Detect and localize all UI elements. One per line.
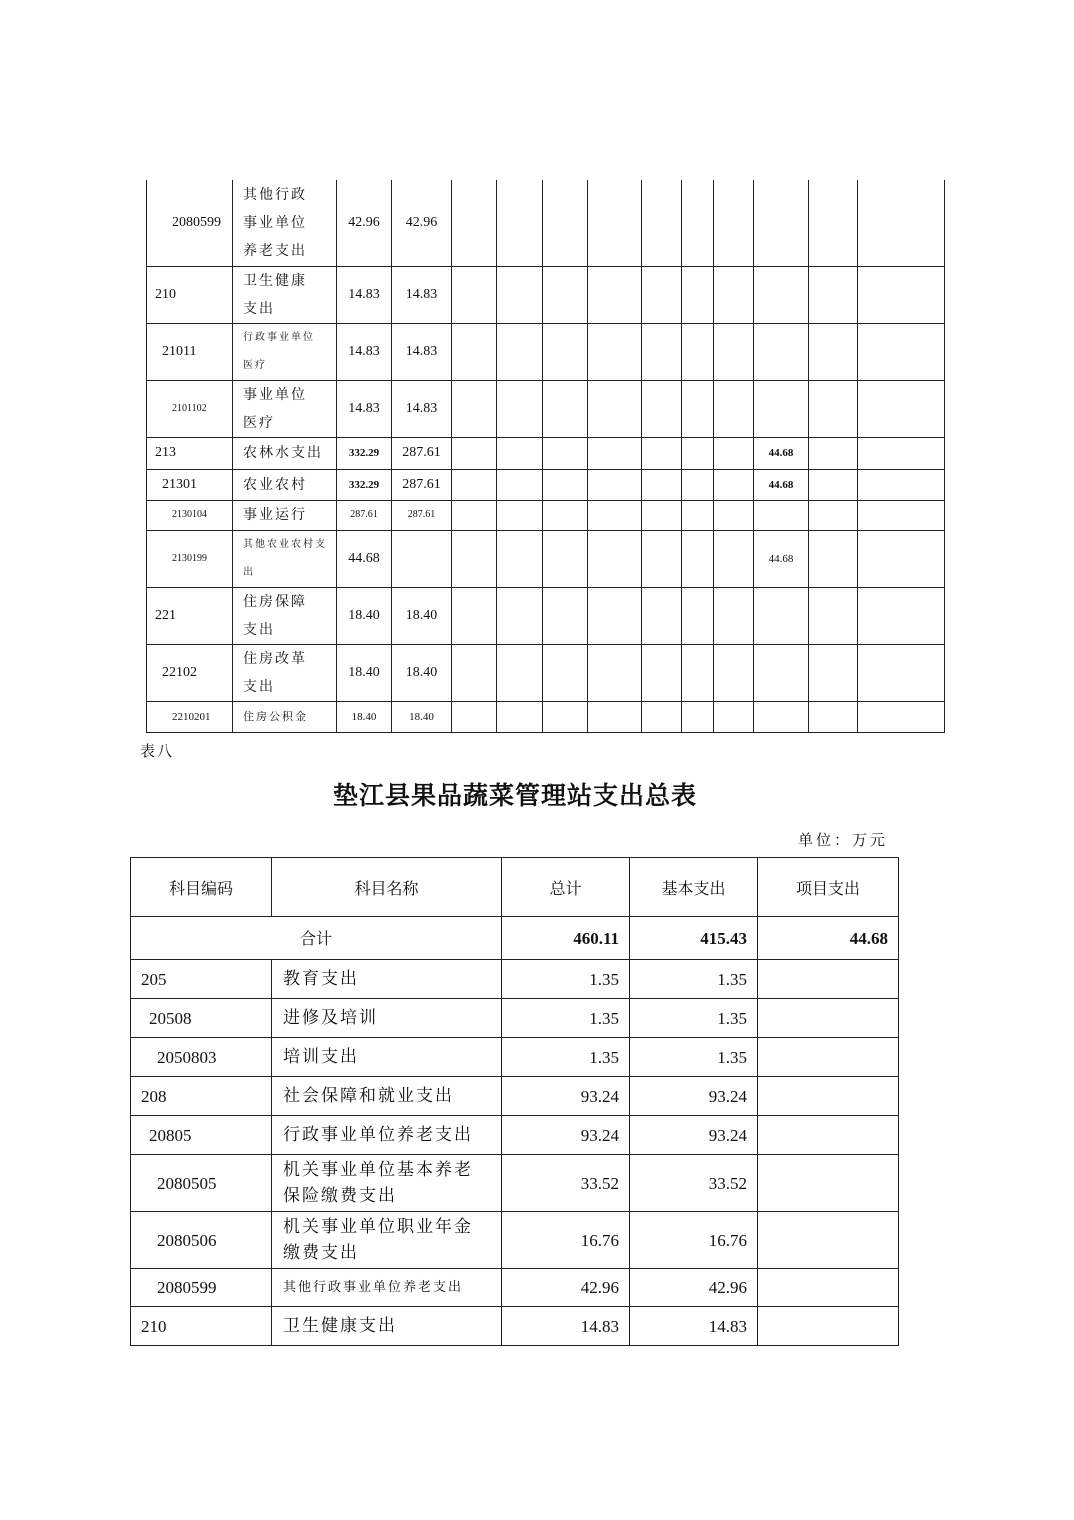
subject-name: 机关事业单位基本养老保险缴费支出 <box>272 1155 502 1212</box>
unit-label: 单位：万元 <box>798 831 889 849</box>
total-value: 16.76 <box>502 1212 630 1269</box>
project-value <box>758 1155 899 1212</box>
subject-code: 2080599 <box>131 1269 272 1307</box>
basic-value: 287.61 <box>392 469 452 500</box>
total-value: 18.40 <box>337 644 392 701</box>
project-value <box>758 1269 899 1307</box>
table-row <box>147 323 945 380</box>
basic-value: 415.43 <box>630 917 758 960</box>
basic-value: 14.83 <box>392 266 452 323</box>
table-row <box>131 1038 899 1077</box>
subject-code: 2050803 <box>131 1038 272 1077</box>
subject-code: 2080599 <box>147 180 233 266</box>
total-value: 332.29 <box>337 469 392 500</box>
project-value <box>758 999 899 1038</box>
table-row <box>131 1307 899 1346</box>
basic-value: 1.35 <box>630 1038 758 1077</box>
table-row <box>147 469 945 500</box>
subject-name: 住房公积金 <box>233 701 337 732</box>
table-row <box>147 380 945 437</box>
header-basic-expenditure: 基本支出 <box>630 858 758 917</box>
total-value: 332.29 <box>337 437 392 469</box>
project-value <box>758 1307 899 1346</box>
subject-name: 卫生健康支出 <box>272 1307 502 1346</box>
subject-name: 培训支出 <box>272 1038 502 1077</box>
subject-code: 2210201 <box>147 701 233 732</box>
subject-code: 20805 <box>131 1116 272 1155</box>
total-value: 14.83 <box>502 1307 630 1346</box>
subject-name: 机关事业单位职业年金缴费支出 <box>272 1212 502 1269</box>
continuation-table <box>146 180 945 733</box>
total-value: 287.61 <box>337 500 392 530</box>
subject-name: 住房改革支出 <box>233 644 337 701</box>
project-value <box>754 380 809 437</box>
subject-name: 教育支出 <box>272 960 502 999</box>
table-row <box>131 1116 899 1155</box>
total-row <box>131 917 899 960</box>
basic-value: 18.40 <box>392 644 452 701</box>
subject-name: 事业运行 <box>233 500 337 530</box>
basic-value: 287.61 <box>392 500 452 530</box>
table-row <box>131 960 899 999</box>
subject-code: 20508 <box>131 999 272 1038</box>
total-value: 460.11 <box>502 917 630 960</box>
page-title: 垫江县果品蔬菜管理站支出总表 <box>332 781 697 810</box>
basic-value: 14.83 <box>392 323 452 380</box>
basic-value: 93.24 <box>630 1077 758 1116</box>
basic-value <box>392 530 452 587</box>
total-value: 18.40 <box>337 587 392 644</box>
table-caption: 表八 <box>140 742 175 760</box>
project-value <box>754 323 809 380</box>
basic-value: 16.76 <box>630 1212 758 1269</box>
basic-value: 1.35 <box>630 999 758 1038</box>
project-value <box>758 1116 899 1155</box>
subject-code: 2080505 <box>131 1155 272 1212</box>
header-project-expenditure: 项目支出 <box>758 858 899 917</box>
subject-code: 2080506 <box>131 1212 272 1269</box>
project-value <box>754 500 809 530</box>
total-value: 93.24 <box>502 1116 630 1155</box>
table-row <box>131 1269 899 1307</box>
table-row <box>147 180 945 266</box>
total-value: 93.24 <box>502 1077 630 1116</box>
table-row <box>147 587 945 644</box>
header-subject-name: 科目名称 <box>272 858 502 917</box>
project-value: 44.68 <box>754 469 809 500</box>
table-row <box>131 1155 899 1212</box>
table-row <box>147 701 945 732</box>
total-value: 1.35 <box>502 999 630 1038</box>
subject-code: 205 <box>131 960 272 999</box>
table-row <box>147 530 945 587</box>
subject-code: 22102 <box>147 644 233 701</box>
basic-value: 14.83 <box>392 380 452 437</box>
total-label: 合计 <box>131 917 502 960</box>
subject-name: 社会保障和就业支出 <box>272 1077 502 1116</box>
expenditure-summary-table <box>130 857 899 1346</box>
subject-name: 农林水支出 <box>233 437 337 469</box>
project-value <box>754 587 809 644</box>
project-value <box>758 960 899 999</box>
total-value: 42.96 <box>337 180 392 266</box>
subject-name: 卫生健康支出 <box>233 266 337 323</box>
table-row <box>147 437 945 469</box>
subject-code: 208 <box>131 1077 272 1116</box>
table-row <box>147 500 945 530</box>
project-value: 44.68 <box>754 530 809 587</box>
subject-code: 21301 <box>147 469 233 500</box>
subject-name: 进修及培训 <box>272 999 502 1038</box>
project-value <box>758 1212 899 1269</box>
project-value <box>754 644 809 701</box>
project-value <box>754 266 809 323</box>
total-value: 14.83 <box>337 266 392 323</box>
subject-code: 213 <box>147 437 233 469</box>
project-value: 44.68 <box>754 437 809 469</box>
total-value: 14.83 <box>337 380 392 437</box>
project-value <box>758 1077 899 1116</box>
subject-name: 其他农业农村支出 <box>233 530 337 587</box>
subject-name: 住房保障支出 <box>233 587 337 644</box>
basic-value: 33.52 <box>630 1155 758 1212</box>
table-row <box>131 999 899 1038</box>
table-row <box>131 1212 899 1269</box>
subject-code: 221 <box>147 587 233 644</box>
subject-code: 2101102 <box>147 380 233 437</box>
basic-value: 14.83 <box>630 1307 758 1346</box>
total-value: 33.52 <box>502 1155 630 1212</box>
subject-name: 农业农村 <box>233 469 337 500</box>
basic-value: 42.96 <box>630 1269 758 1307</box>
project-value <box>758 1038 899 1077</box>
basic-value: 1.35 <box>630 960 758 999</box>
subject-code: 2130104 <box>147 500 233 530</box>
table-row <box>131 1077 899 1116</box>
subject-code: 210 <box>131 1307 272 1346</box>
table-row <box>147 266 945 323</box>
total-value: 42.96 <box>502 1269 630 1307</box>
subject-code: 210 <box>147 266 233 323</box>
basic-value: 42.96 <box>392 180 452 266</box>
total-value: 1.35 <box>502 960 630 999</box>
subject-name: 事业单位医疗 <box>233 380 337 437</box>
total-value: 1.35 <box>502 1038 630 1077</box>
basic-value: 18.40 <box>392 701 452 732</box>
subject-name: 其他行政事业单位养老支出 <box>233 180 337 266</box>
table-row <box>147 644 945 701</box>
total-value: 18.40 <box>337 701 392 732</box>
header-total: 总计 <box>502 858 630 917</box>
total-value: 14.83 <box>337 323 392 380</box>
table-header-row <box>131 858 899 917</box>
subject-name: 行政事业单位养老支出 <box>272 1116 502 1155</box>
project-value <box>754 701 809 732</box>
subject-name: 其他行政事业单位养老支出 <box>272 1269 502 1307</box>
subject-name: 行政事业单位医疗 <box>233 323 337 380</box>
subject-code: 2130199 <box>147 530 233 587</box>
header-subject-code: 科目编码 <box>131 858 272 917</box>
basic-value: 287.61 <box>392 437 452 469</box>
project-value <box>754 180 809 266</box>
project-value: 44.68 <box>758 917 899 960</box>
basic-value: 93.24 <box>630 1116 758 1155</box>
subject-code: 21011 <box>147 323 233 380</box>
total-value: 44.68 <box>337 530 392 587</box>
basic-value: 18.40 <box>392 587 452 644</box>
